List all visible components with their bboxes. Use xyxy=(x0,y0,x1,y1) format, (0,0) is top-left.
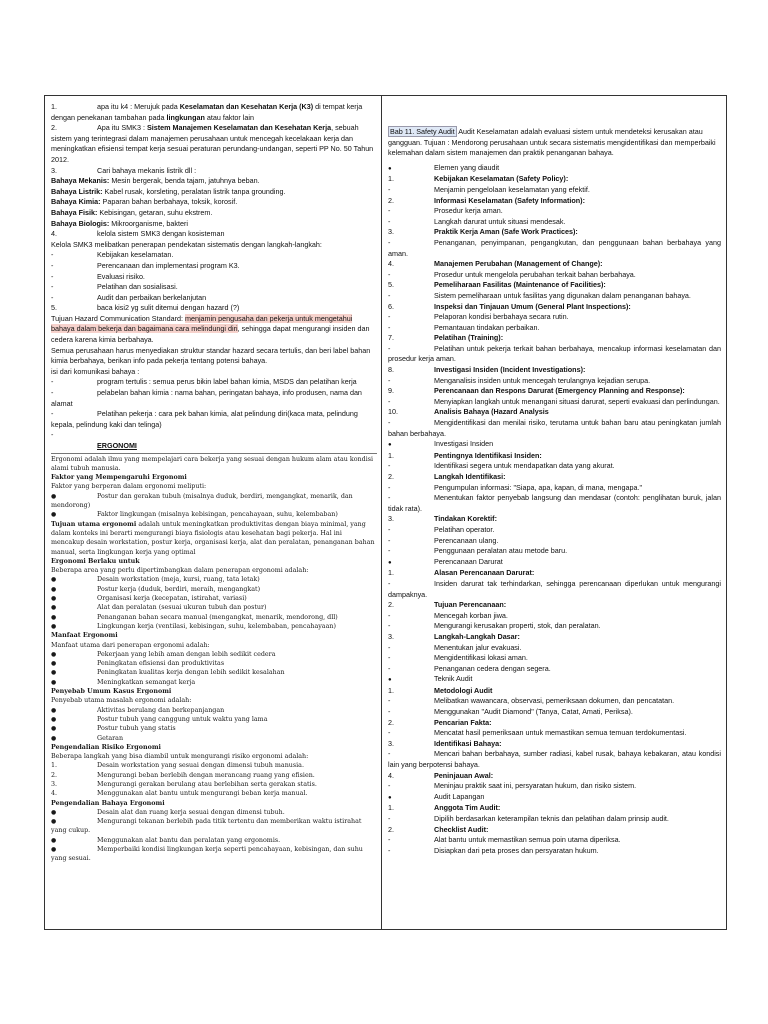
item-description: - Mengidentifikasi dan menilai risiko, terutama untuk bahan baru atau peningkatan jumlah bahan berbahaya. xyxy=(388,418,721,439)
q5-paragraph-3: isi dari komunikasi bahaya : xyxy=(51,366,140,376)
item-number: 9. xyxy=(388,386,394,396)
q4-heading xyxy=(51,229,376,240)
erg-heading-5: Pengendalian Risiko Ergonomi xyxy=(51,743,161,751)
item-number: 5. xyxy=(388,280,394,290)
left-column xyxy=(45,96,382,929)
item-title-line xyxy=(388,568,721,579)
erg-heading-2-sub: Beberapa area yang perlu dipertimbangkan dalam penerapan ergonomi adalah: xyxy=(51,567,309,575)
item-description: - Penanganan, penyimpanan, pengangkutan, dan penggunaan bahan berbahaya yang aman. xyxy=(388,238,721,259)
item-title-line xyxy=(388,365,721,376)
item-title: Pelatihan (Training): xyxy=(434,333,504,343)
item-title-line xyxy=(388,472,721,483)
item-title: Pentingnya Identifikasi Insiden: xyxy=(434,450,542,460)
item-title-line xyxy=(388,451,721,462)
item-title: Tujuan Perencanaan: xyxy=(434,600,507,610)
erg-goal-text: adalah untuk meningkatkan produktivitas dengan biaya minimal, yang dalam konteks ini berarti mengurangi biaya fisiologis atau kesehatan bagi pekerja. Hal ini mencakup desain workstation, postur kerja, organisasi kerja, alat dan peralatan, penanganan bahan manual, serta lingkungan kerja yang optimal xyxy=(51,520,375,556)
item-description: - Meninjau praktik saat ini, persyaratan hukum, dan risiko sistem. xyxy=(388,781,721,792)
erg-h2-item: ● Penanganan bahan secara manual (mengangkat, menarik, mendorong, dll) xyxy=(51,613,376,622)
item-title: Praktik Kerja Aman (Safe Work Practices): xyxy=(434,227,578,237)
q1-number: 1. xyxy=(51,102,57,111)
item-number: 4. xyxy=(51,790,58,798)
erg-h2-item: ● Desain workstation (meja, kursi, ruang, tata letak) xyxy=(51,575,376,584)
erg-h4-item: ● Postur tubuh yang canggung untuk waktu yang lama xyxy=(51,715,376,724)
empty-dash: - xyxy=(51,430,54,440)
item-number: 4. xyxy=(388,259,394,269)
item-number: 3. xyxy=(388,514,394,524)
q4-step: - Pelatihan dan sosialisasi. xyxy=(51,282,376,293)
item-title: Informasi Keselamatan (Safety Information): xyxy=(434,195,585,205)
bab-paragraph xyxy=(388,127,721,159)
erg-heading-2: Ergonomi Berlaku untuk xyxy=(51,557,140,565)
item-number: 1. xyxy=(388,803,394,813)
item-number: 1. xyxy=(388,174,394,184)
item-title: Inspeksi dan Tinjauan Umum (General Plant Inspections): xyxy=(434,301,631,311)
item-description: - Pemantauan tindakan perbaikan. xyxy=(388,323,721,334)
section-title: ● Audit Lapangan xyxy=(388,792,721,804)
item-title-line xyxy=(388,196,721,207)
item-title-line xyxy=(388,825,721,836)
q1-paragraph xyxy=(51,102,376,123)
item-description: - Mengurangi kerusakan properti, stok, dan peralatan. xyxy=(388,621,721,632)
item-description: - Mengidentifikasi lokasi aman. xyxy=(388,653,721,664)
item-number: 2. xyxy=(388,600,394,610)
hazard-label: Bahaya Fisik: xyxy=(51,207,98,217)
q5-number: 5. xyxy=(51,303,57,313)
q4-step: - Audit dan perbaikan berkelanjutan xyxy=(51,293,376,304)
erg-h3-item: ● Peningkatan kualitas kerja dengan lebih sedikit kesalahan xyxy=(51,668,376,677)
item-title-line xyxy=(388,600,721,611)
item-description: - Pelatihan operator. xyxy=(388,525,721,536)
item-description: - Dipilih berdasarkan keterampilan teknis dan pelatihan dalam prinsip audit. xyxy=(388,814,721,825)
q3-text: Cari bahaya mekanis listrik dll : xyxy=(97,165,197,175)
item-text: Desain workstation yang sesuai dengan dimensi tubuh manusia. xyxy=(97,762,304,770)
erg-heading-4-sub: Penyebab utama masalah ergonomi adalah: xyxy=(51,697,192,705)
erg-h1-item: ● Postur dan gerakan tubuh (misalnya duduk, berdiri, mengangkat, menarik, dan mendorong) xyxy=(51,492,376,511)
q1-text-a: apa itu k4 : Merujuk pada xyxy=(97,102,180,111)
item-description: - Prosedur untuk mengelola perubahan terkait bahan berbahaya. xyxy=(388,270,721,281)
item-description: - Melibatkan wawancara, observasi, pemeriksaan dokumen, dan pencatatan. xyxy=(388,696,721,707)
item-description: - Menganalisis insiden untuk mencegah terulangnya kejadian serupa. xyxy=(388,376,721,387)
erg-h1-item: ● Faktor lingkungan (misalnya kebisingan, pencahayaan, suhu, kelembaban) xyxy=(51,510,376,519)
item-number: 7. xyxy=(388,333,394,343)
erg-h4-item: ● Getaran xyxy=(51,734,376,743)
erg-h5-item xyxy=(51,761,376,770)
ergonomi-title: ERGONOMI xyxy=(97,441,137,450)
item-number: 2. xyxy=(388,472,394,481)
item-description: - Langkah darurat untuk situasi mendesak. xyxy=(388,217,721,228)
item-title: Tindakan Korektif: xyxy=(434,514,497,524)
q1-text-c: atau faktor lain xyxy=(204,112,255,122)
item-description: - Mencegah korban jiwa. xyxy=(388,611,721,622)
item-number: 2. xyxy=(388,717,394,727)
erg-h6-item: ● Memperbaiki kondisi lingkungan kerja seperti pencahayaan, kebisingan, dan suhu yang sesuai. xyxy=(51,845,376,864)
erg-definition: Ergonomi adalah ilmu yang mempelajari cara bekerja yang sesuai dengan hukum alam atau kondisi alami tubuh manusia. xyxy=(51,455,374,472)
hazard-3 xyxy=(51,197,376,208)
item-title-line xyxy=(388,407,721,418)
q2-paragraph xyxy=(51,123,376,165)
q4-number: 4. xyxy=(51,229,57,239)
erg-h6-item: ● Desain alat dan ruang kerja sesuai dengan dimensi tubuh. xyxy=(51,808,376,817)
q3-number: 3. xyxy=(51,165,57,175)
bab-text: Audit Keselamatan adalah evaluasi sistem untuk mendeteksi kerusakan atau gangguan. Tujuan : Mendorong perusahaan untuk secara sistematis mengidentifikasi dan memperbaiki kelemahan dalam sistem manajemen dan praktik penanganan bahaya. xyxy=(388,127,716,158)
item-text: Mengurangi beban berlebih dengan merancang ruang yang efisien. xyxy=(97,771,315,779)
section-title: ● Perencanaan Darurat xyxy=(388,557,721,569)
q5-item: - pelabelan bahan kimia : nama bahan, peringatan bahaya, info produsen, nama dan alamat xyxy=(51,388,376,409)
item-number: 1. xyxy=(388,450,394,460)
q5-p1-b: , sehingga dapat mengurangi insiden dan cedera karena kimia berbahaya. xyxy=(51,324,370,345)
item-title-line xyxy=(388,514,721,525)
hazard-text: Mikroorganisme, bakteri xyxy=(109,218,189,228)
erg-heading-3-sub: Manfaat utama dari penerapan ergonomi adalah: xyxy=(51,641,210,649)
q4-step: - Evaluasi risiko. xyxy=(51,272,376,283)
section-title: ● Elemen yang diaudit xyxy=(388,163,721,175)
q2-text-a: Apa itu SMK3 : xyxy=(97,123,147,133)
erg-goal xyxy=(51,520,376,557)
item-title: Anggota Tim Audit: xyxy=(434,803,501,813)
erg-heading-1-sub: Faktor yang berperan dalam ergonomi meliputi: xyxy=(51,483,207,491)
section-title: ● Investigasi Insiden xyxy=(388,439,721,451)
q5-text: baca kisi2 yg sulit ditemui dengan hazard (?) xyxy=(97,303,240,313)
item-title: Kebijakan Keselamatan (Safety Policy): xyxy=(434,174,569,184)
item-number: 3. xyxy=(51,780,58,788)
item-description: - Menggunakan "Audit Diamond" (Tanya, Catat, Amati, Periksa). xyxy=(388,707,721,718)
item-title-line xyxy=(388,386,721,397)
erg-h3-item: ● Pekerjaan yang lebih aman dengan lebih sedikit cedera xyxy=(51,650,376,659)
item-description: - Menentukan faktor penyebab langsung dan mendasar (contoh: penglihatan buruk, jalan tidak rata). xyxy=(388,493,721,514)
item-title-line xyxy=(388,686,721,697)
erg-h6-item: ● Mengurangi tekanan berlebih pada titik tertentu dan memberikan waktu istirahat yang cukup. xyxy=(51,817,376,836)
item-description: - Alat bantu untuk memastikan semua poin utama diperiksa. xyxy=(388,835,721,846)
item-description: - Prosedur kerja aman. xyxy=(388,206,721,217)
item-title: Manajemen Perubahan (Management of Change): xyxy=(434,259,603,269)
q5-heading xyxy=(51,303,376,314)
erg-heading-3: Manfaat Ergonomi xyxy=(51,632,118,640)
item-title: Pencarian Fakta: xyxy=(434,717,492,727)
q5-paragraph-2: Semua perusahaan harus menyediakan struktur standar hazard secara tertulis, dan beri label bahan kimia berbahaya, berikan info pada pekerja tentang potensi bahaya. xyxy=(51,345,371,366)
q2-number: 2. xyxy=(51,123,57,133)
item-title-line xyxy=(388,771,721,782)
bab-tag: Bab 11. Safety Audit xyxy=(390,127,455,136)
hazard-text: Paparan bahan berbahaya, toksik, korosif. xyxy=(100,197,238,207)
hazard-4 xyxy=(51,208,376,219)
item-description: - Pelatihan untuk pekerja terkait bahan berbahaya, mencakup informasi keselamatan dan prosedur kerja aman. xyxy=(388,344,721,365)
hazard-1 xyxy=(51,176,376,187)
item-title-line xyxy=(388,632,721,643)
item-title: Langkah-Langkah Dasar: xyxy=(434,631,520,641)
item-description: - Menentukan jalur evakuasi. xyxy=(388,643,721,654)
q5-p1-a: Tujuan Hazard Communication Standard: xyxy=(51,313,185,323)
q4-step: - Kebijakan keselamatan. xyxy=(51,250,376,261)
erg-h5-item xyxy=(51,771,376,780)
document-page xyxy=(44,95,727,930)
q4-step: - Perencanaan dan implementasi program K3. xyxy=(51,261,376,272)
erg-h2-item: ● Postur kerja (duduk, berdiri, meraih, mengangkat) xyxy=(51,585,376,594)
item-number: 3. xyxy=(388,631,394,641)
item-description: - Penggunaan peralatan atau metode baru. xyxy=(388,546,721,557)
item-description: - Pelaporan kondisi berbahaya secara rutin. xyxy=(388,312,721,323)
q5-highlight: menjamin pengusaha dan pekerja untuk mengetahui bahaya dalam bekerja dan bagaimana cara melindungi diri xyxy=(51,313,353,334)
erg-h6-item: ● Menggunakan alat bantu dan peralatan yang ergonomis. xyxy=(51,836,376,845)
q5-paragraph-1 xyxy=(51,314,376,346)
item-title: Metodologi Audit xyxy=(434,685,493,695)
item-description: - Identifikasi segera untuk mendapatkan data yang akurat. xyxy=(388,461,721,472)
item-number: 8. xyxy=(388,365,394,375)
q1-text-b: di tempat kerja dengan penekanan tambahan pada xyxy=(51,102,363,122)
item-title-line xyxy=(388,174,721,185)
q1-bold2: lingkungan xyxy=(166,112,205,122)
erg-h4-item: ● Aktivitas berulang dan berkepanjangan xyxy=(51,706,376,715)
item-title: Checklist Audit: xyxy=(434,824,489,834)
q5-item: - Pelatihan pekerja : cara pek bahan kimia, alat pelindung diri(kaca mata, pelindung kepala, pelindung kaki dan telinga) xyxy=(51,409,376,430)
item-title: Investigasi Insiden (Incident Investigations): xyxy=(434,365,586,375)
item-description: - Disiapkan dari peta proses dan persyaratan hukum. xyxy=(388,846,721,857)
item-number: 3. xyxy=(388,227,394,237)
item-title-line xyxy=(388,302,721,313)
hazard-label: Bahaya Biologis: xyxy=(51,218,110,228)
item-description: - Mencari bahan berbahaya, sumber radiasi, kabel rusak, bahaya kebakaran, atau kondisi lain yang berpotensi bahaya. xyxy=(388,749,721,770)
item-title: Pemeliharaan Fasilitas (Maintenance of Facilities): xyxy=(434,280,606,290)
hazard-text: Kabel rusak, korsleting, peralatan listrik tanpa grounding. xyxy=(102,186,286,196)
q4-intro: Kelola SMK3 melibatkan penerapan pendekatan sistematis dengan langkah-langkah: xyxy=(51,239,322,249)
item-description: - Pengumpulan informasi: "Siapa, apa, kapan, di mana, mengapa." xyxy=(388,483,721,494)
q4-text: kelola sistem SMK3 dengan kosisteman xyxy=(97,229,225,239)
item-number: 3. xyxy=(388,738,394,748)
item-title-line xyxy=(388,718,721,729)
item-title: Langkah Identifikasi: xyxy=(434,472,506,481)
hazard-text: Mesin bergerak, benda tajam, jatuhnya beban. xyxy=(109,176,260,186)
item-title-line xyxy=(388,803,721,814)
item-number: 2. xyxy=(51,771,58,779)
item-number: 1. xyxy=(388,568,394,578)
erg-heading-1: Faktor yang Mempengaruhi Ergonomi xyxy=(51,474,187,482)
item-number: 1. xyxy=(51,762,58,770)
item-number: 2. xyxy=(388,824,394,834)
ergonomi-title-line xyxy=(51,441,376,452)
hazard-2 xyxy=(51,187,376,198)
erg-h4-item: ● Postur tubuh yang statis xyxy=(51,724,376,733)
section-title: ● Teknik Audit xyxy=(388,674,721,686)
q2-text-b: , sebuah sistem yang terintegrasi dalam manajemen perusahaan untuk mencegah kecelakaan kerja dan meningkatkan efisiensi tempat kerja sesuai peraturan perundang-undangan, seperti PP No. 50 Tahun 2012. xyxy=(51,123,374,164)
erg-heading-4: Penyebab Umum Kasus Ergonomi xyxy=(51,688,172,696)
erg-h2-item: ● Lingkungan kerja (ventilasi, kebisingan, suhu, kelembaban, pencahayaan) xyxy=(51,622,376,631)
erg-goal-label: Tujuan utama ergonomi xyxy=(51,520,137,528)
q2-bold: Sistem Manajemen Keselamatan dan Kesehatan Kerja xyxy=(146,123,332,133)
item-title-line xyxy=(388,280,721,291)
item-number: 10. xyxy=(388,407,398,417)
item-title-line xyxy=(388,227,721,238)
hazard-label: Bahaya Listrik: xyxy=(51,186,103,196)
erg-h5-item xyxy=(51,780,376,789)
hazard-label: Bahaya Mekanis: xyxy=(51,176,110,186)
erg-h2-item: ● Organisasi kerja (kecepatan, istirahat, variasi) xyxy=(51,594,376,603)
item-title: Analisis Bahaya (Hazard Analysis xyxy=(434,407,549,417)
item-title: Identifikasi Bahaya: xyxy=(434,738,502,748)
erg-heading-5-sub: Beberapa langkah yang bisa diambil untuk mengurangi risiko ergonomi adalah: xyxy=(51,753,309,761)
item-description: - Sistem pemeliharaan untuk fasilitas yang digunakan dalam penanganan bahaya. xyxy=(388,291,721,302)
item-number: 4. xyxy=(388,770,394,780)
item-title: Alasan Perencanaan Darurat: xyxy=(434,568,535,578)
item-description: - Menyiapkan langkah untuk menangani situasi darurat, seperti evakuasi dan perlindungan. xyxy=(388,397,721,408)
item-title-line xyxy=(388,333,721,344)
item-description: - Mencatat hasil pemeriksaan untuk memastikan semua temuan terdokumentasi. xyxy=(388,728,721,739)
item-number: 2. xyxy=(388,195,394,205)
erg-h5-item xyxy=(51,789,376,798)
q5-item: - program tertulis : semua perus bikin label bahan kimia, MSDS dan pelatihan kerja xyxy=(51,377,376,388)
item-description: - Insiden darurat tak terhindarkan, sehingga perencanaan diperlukan untuk mengurangi dampaknya. xyxy=(388,579,721,600)
hazard-text: Kebisingan, getaran, suhu ekstrem. xyxy=(97,207,213,217)
item-number: 6. xyxy=(388,301,394,311)
erg-h3-item: ● Peningkatan efisiensi dan produktivitas xyxy=(51,659,376,668)
right-column xyxy=(382,96,726,929)
item-title-line xyxy=(388,739,721,750)
item-title: Perencanaan dan Respons Darurat (Emergency Planning and Response): xyxy=(434,386,685,396)
item-number: 1. xyxy=(388,685,394,695)
item-description: - Perencanaan ulang. xyxy=(388,536,721,547)
item-text: Menggunakan alat bantu untuk mengurangi beban kerja manual. xyxy=(97,790,308,798)
item-description: - Penanganan cedera dengan segera. xyxy=(388,664,721,675)
erg-h3-item: ● Meningkatkan semangat kerja xyxy=(51,678,376,687)
q3-heading xyxy=(51,166,376,177)
audit-lists xyxy=(388,163,721,857)
hazard-label: Bahaya Kimia: xyxy=(51,197,101,207)
erg-heading-6: Pengendalian Bahaya Ergonomi xyxy=(51,799,165,807)
item-title: Peninjauan Awal: xyxy=(434,770,494,780)
q1-bold: Keselamatan dan Kesehatan Kerja (K3) xyxy=(179,102,314,111)
item-text: Mengurangi gerakan berulang atau berlebihan serta gerakan statis. xyxy=(97,780,317,788)
divider xyxy=(51,453,377,454)
item-title-line xyxy=(388,259,721,270)
item-description: - Menjamin pengelolaan keselamatan yang efektif. xyxy=(388,185,721,196)
hazard-5 xyxy=(51,219,376,230)
erg-h2-item: ● Alat dan peralatan (sesuai ukuran tubuh dan postur) xyxy=(51,603,376,612)
